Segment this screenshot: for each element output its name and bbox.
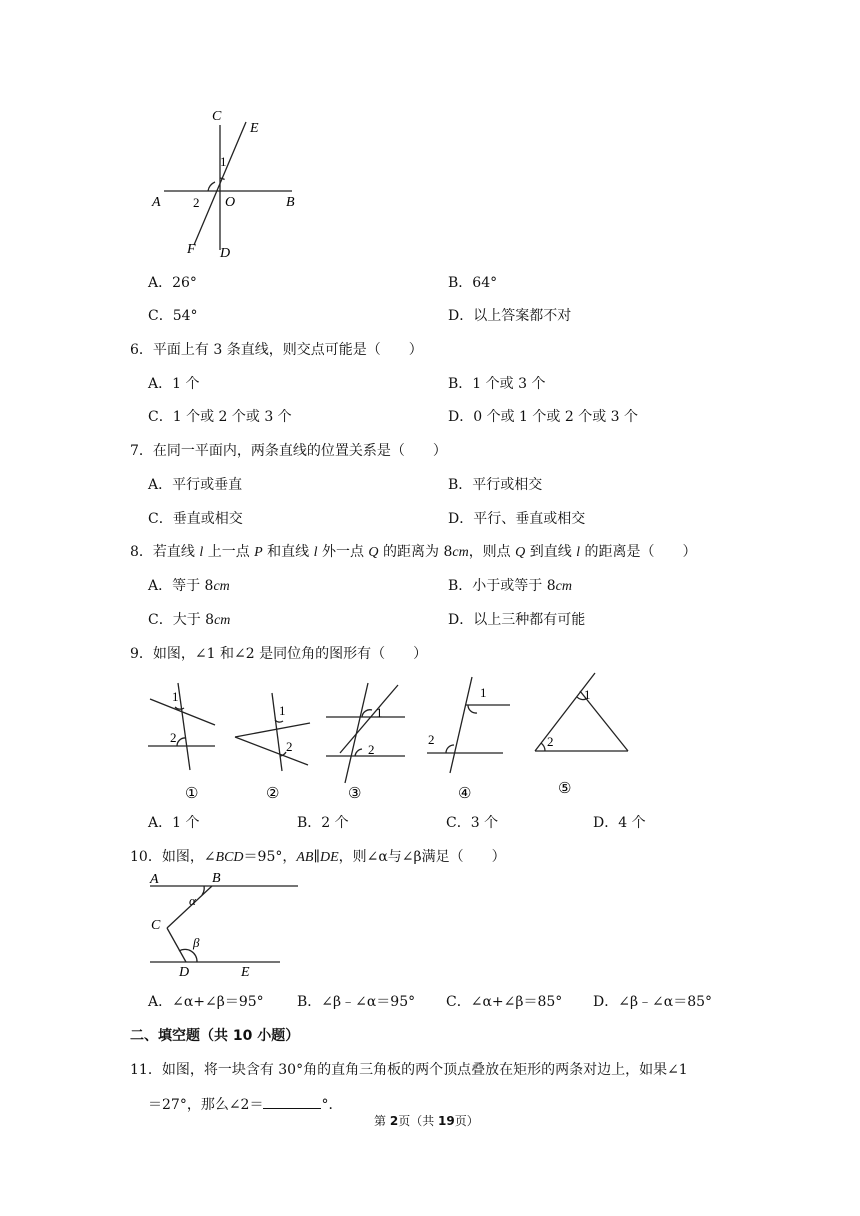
q9-fig-num-2: ②: [266, 786, 280, 802]
q11-line2: ＝27°，那么∠2＝ °．: [148, 1094, 342, 1114]
q9-fig5-angle2: 2: [547, 734, 554, 749]
q8-var-l-3: l: [576, 545, 581, 560]
q10-angle-bcd: BCD: [215, 850, 244, 865]
q9-fig-num-5: ⑤: [558, 781, 572, 797]
q8-stem: 8．若直线 l 上一点 P 和直线 l 外一点 Q 的距离为 8cm，则点 Q 到直线 l 的距离是（ ）: [130, 544, 697, 560]
q7-option-c[interactable]: C．垂直或相交: [148, 511, 243, 527]
page-total: 19: [438, 1114, 455, 1128]
q10-option-d[interactable]: D．∠β﹣∠α＝85°: [593, 994, 713, 1010]
section-heading: 二、填空题（共 10 小题）: [130, 1028, 300, 1044]
q6-stem: 6．平面上有 3 条直线，则交点可能是（ ）: [130, 342, 423, 358]
q8-var-q: Q: [368, 545, 379, 560]
fig10-label-E: E: [241, 965, 250, 980]
q8-var-l: l: [199, 545, 204, 560]
q9-fig-num-4: ④: [458, 786, 472, 802]
q9-stem: 9．如图，∠1 和∠2 是同位角的图形有（ ）: [130, 646, 428, 662]
q8-option-a[interactable]: A．等于 8cm: [148, 578, 230, 594]
fig10-label-C: C: [151, 918, 161, 933]
q11-answer-blank[interactable]: [263, 1094, 321, 1109]
page-footer: 第 2页（共 19页）: [374, 1114, 479, 1128]
q6-option-b[interactable]: B．1 个或 3 个: [448, 376, 546, 392]
q9-fig3-angle1: 1: [376, 705, 383, 720]
q6-option-d[interactable]: D．0 个或 1 个或 2 个或 3 个: [448, 409, 639, 425]
q8-option-d[interactable]: D．以上三种都有可能: [448, 612, 586, 628]
q9-fig1-angle1: 1: [172, 689, 179, 704]
q5-option-c[interactable]: C．54°: [148, 308, 198, 324]
q7-option-b[interactable]: B．平行或相交: [448, 477, 543, 493]
q9-fig4-angle1: 1: [480, 685, 487, 700]
q10-figure: [140, 865, 320, 980]
q10-option-b[interactable]: B．∠β﹣∠α＝95°: [297, 994, 416, 1010]
q11-line1: 11．如图，将一块含有 30°角的直角三角板的两个顶点叠放在矩形的两条对边上，如果∠1: [130, 1062, 688, 1078]
q9-option-a[interactable]: A．1 个: [148, 815, 200, 831]
q7-option-d[interactable]: D．平行、垂直或相交: [448, 511, 586, 527]
fig10-label-D: D: [179, 965, 190, 980]
q5-option-a[interactable]: A．26°: [148, 275, 197, 291]
q9-option-d[interactable]: D．4 个: [593, 815, 646, 831]
q9-fig-num-1: ①: [185, 786, 199, 802]
fig5-label-C: C: [212, 109, 222, 124]
fig5-label-2: 2: [193, 195, 200, 210]
q6-option-c[interactable]: C．1 个或 2 个或 3 个: [148, 409, 292, 425]
q8-unit-cm: cm: [452, 545, 469, 560]
fig10-label-A: A: [150, 872, 159, 887]
page-number: 2: [389, 1114, 399, 1128]
q6-option-a[interactable]: A．1 个: [148, 376, 200, 392]
q8-option-b[interactable]: B．小于或等于 8cm: [448, 578, 572, 594]
q9-fig3-angle2: 2: [368, 742, 375, 757]
fig5-label-1: 1: [220, 154, 227, 169]
q5-option-d[interactable]: D．以上答案都不对: [448, 308, 572, 324]
q9-fig2-angle1: 1: [279, 703, 286, 718]
q8-var-q-2: Q: [515, 545, 526, 560]
q10-stem: 10．如图，∠BCD＝95°，AB∥DE，则∠α与∠β满足（ ）: [130, 849, 506, 865]
q9-option-b[interactable]: B．2 个: [297, 815, 349, 831]
q9-fig4-angle2: 2: [428, 732, 435, 747]
q5-figure: [140, 100, 320, 270]
q5-option-b[interactable]: B．64°: [448, 275, 498, 291]
q10-option-a[interactable]: A．∠α+∠β＝95°: [148, 994, 264, 1010]
q9-fig-num-3: ③: [348, 786, 362, 802]
q9-figures: [140, 665, 660, 805]
q9-option-c[interactable]: C．3 个: [446, 815, 499, 831]
fig5-label-A: A: [152, 195, 161, 210]
q8-option-c[interactable]: C．大于 8cm: [148, 612, 231, 628]
q8-var-l-2: l: [313, 545, 318, 560]
fig5-label-F: F: [187, 242, 196, 257]
q9-fig1-angle2: 2: [170, 730, 177, 745]
fig10-label-B: B: [212, 871, 221, 886]
q8-var-p: P: [254, 545, 263, 560]
q7-option-a[interactable]: A．平行或垂直: [148, 477, 243, 493]
fig10-label-beta: β: [193, 935, 200, 950]
q7-stem: 7．在同一平面内，两条直线的位置关系是（ ）: [130, 443, 447, 459]
q10-option-c[interactable]: C．∠α+∠β＝85°: [446, 994, 563, 1010]
q9-fig5-angle1: 1: [584, 687, 591, 702]
fig5-label-O: O: [225, 195, 236, 210]
fig5-label-D: D: [220, 246, 231, 261]
fig5-label-B: B: [286, 195, 295, 210]
q9-fig2-angle2: 2: [286, 739, 293, 754]
fig5-label-E: E: [250, 121, 259, 136]
fig10-label-alpha: α: [189, 893, 196, 908]
